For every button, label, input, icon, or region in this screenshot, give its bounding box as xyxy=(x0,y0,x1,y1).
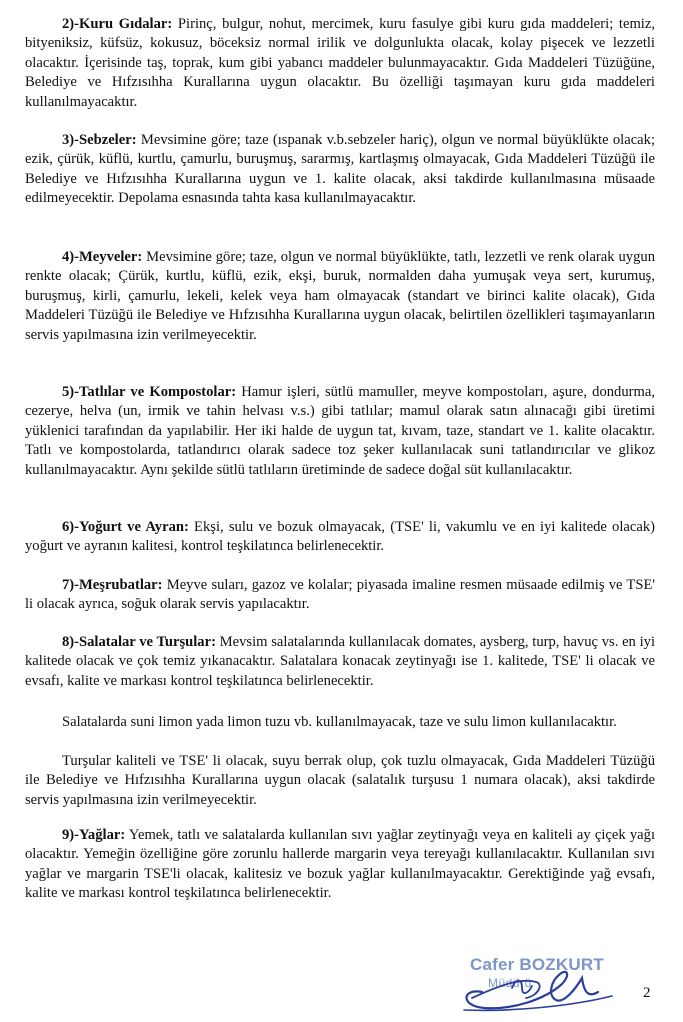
section-mesrubatlar xyxy=(25,576,655,615)
section-tatlilar xyxy=(25,383,655,480)
section-body: Mevsimine göre; taze (ıspanak v.b.sebzeler hariç), olgun ve normal büyüklükte olacak; ezik, çürük, küflü, kurtlu, çamurlu, buruşmuş, sararmış, kartlaşmış olmayacak, Gıda Maddeleri Tüzüğü ile Belediye ve Hıfzısıhha Kurallarına uygun ve 1. kalite olacak, aksi takdirde kullanılmasına müsaade edilmeyecektir. Depolama esnasında tahta kasa kullanılmayacaktır. xyxy=(25,132,655,207)
section-tursular xyxy=(25,752,655,810)
section-kuru-gidalar xyxy=(25,15,655,112)
section-heading: 9)-Yağlar: xyxy=(62,827,126,843)
section-heading: 3)-Sebzeler: xyxy=(62,132,137,148)
handwritten-signature-icon xyxy=(452,948,622,1016)
section-limon xyxy=(25,713,655,732)
section-body: Mevsimine göre; taze, olgun ve normal büyüklükte, tatlı, lezzetli ve renk olarak uygun renkte olacak; Çürük, kurtlu, küflü, ezik, ekşi, buruk, normalden daha yumuşak veya sert, kurumuş, buruşmuş, kirli, çamurlu, lekeli, kelek veya ham olmayacak (standart ve birinci kalite olacak), Gıda Maddeleri Tüzüğü ile Belediye ve Hıfzısıhha Kurallarına uygun olacak, belirtilen özellikleri taşımayanların servis yapılmasına izin verilmeyecektir. xyxy=(25,249,655,343)
section-heading: 2)-Kuru Gıdalar: xyxy=(62,16,173,32)
section-body: Turşular kaliteli ve TSE' li olacak, suyu berrak olup, çok tuzlu olmayacak, Gıda Maddeleri Tüzüğü ile Belediye ve Hıfzısıhha Kurallarına uygun olacak (salatalık turşusu 1 numara olacak), aksi takdirde servis yapılmasına izin verilmeyecektir. xyxy=(25,753,655,808)
section-body: Hamur işleri, sütlü mamuller, meyve kompostoları, aşure, dondurma, cezerye, helva (un, irmik ve tahin helvası v.s.) gibi tatlılar; mamul olarak satın alınacağı gibi üretimi yüklenici tarafından da yapılabilir. Her iki halde de uygun tat, kıvam, taze, standart ve 1. kalite olacaktır. Tatlı ve kompostolarda, tatlandırıcı olarak sadece toz şeker kullanılacak suni tatlandırıcılar ve glikoz kullanılmayacaktır. Aynı şekilde sütlü tatlıların üretiminde de sadece doğal süt kullanılacaktır. xyxy=(25,384,655,478)
page-number: 2 xyxy=(643,985,651,1001)
section-body: Meyve suları, gazoz ve kolalar; piyasada imaline resmen müsaade edilmiş ve TSE' li olacak ayrıca, soğuk olarak servis yapılacaktır. xyxy=(25,577,655,613)
section-heading: 6)-Yoğurt ve Ayran: xyxy=(62,519,189,535)
section-meyveler xyxy=(25,248,655,345)
section-salatalar xyxy=(25,633,655,691)
section-body: Yemek, tatlı ve salatalarda kullanılan sıvı yağlar zeytinyağı veya en kaliteli ay çiçek yağı olacaktır. Yemeğin özelliğine göre zorunlu hallerde margarin veya tereyağı kullanılacaktır. Kullanılan sıvı yağlar ve margarin TSE'li olacak, kalitesiz ve bozuk yağlar kullanılmayacaktır. Gerektiğinde yağ evsafı, kalite ve markası kontrol teşkilatınca belirlenecektir. xyxy=(25,827,655,902)
section-body: Salatalarda suni limon yada limon tuzu vb. kullanılmayacak, taze ve sulu limon kullanılacaktır. xyxy=(62,714,617,730)
section-sebzeler xyxy=(25,131,655,209)
section-heading: 5)-Tatlılar ve Kompostolar: xyxy=(62,384,237,400)
section-heading: 7)-Meşrubatlar: xyxy=(62,577,163,593)
section-yogurt xyxy=(25,518,655,557)
section-body: Pirinç, bulgur, nohut, mercimek, kuru fasulye gibi kuru gıda maddeleri; temiz, bityeniksiz, küfsüz, kokusuz, böceksiz normal irilik ve dolgunlukta olacak, kolay pişecek ve lezzetli olacaktır. İçerisinde taş, toprak, kum gibi yabancı maddeler bulunmayacaktır. Gıda Maddeleri Tüzüğüne, Belediye ve Hıfzısıhha Kurallarına uygun olacaktır. Bu özelliği taşımayan kuru gıda maddeleri kullanılmayacaktır. xyxy=(25,16,655,110)
signature-stamp-name: Cafer BOZKURT xyxy=(470,955,604,974)
section-heading: 8)-Salatalar ve Turşular: xyxy=(62,634,216,650)
section-body: Mevsim salatalarında kullanılacak domates, aysberg, turp, havuç vs. en iyi kalitede olacak ve çok temiz yıkanacaktır. Salatalara konacak zeytinyağı ise 1. kalitede, TSE' li olacak ve evsafı, kalite ve markası kontrol teşkilatınca belirlenecektir. xyxy=(25,634,655,689)
section-heading: 4)-Meyveler: xyxy=(62,249,143,265)
section-body: Ekşi, sulu ve bozuk olmayacak, (TSE' li, vakumlu ve en iyi kalitede olacak) yoğurt ve ayranın kalitesi, kontrol teşkilatınca belirlenecektir. xyxy=(25,519,655,555)
section-yaglar xyxy=(25,826,655,904)
signature-stamp-title: Müdürü xyxy=(488,976,532,990)
